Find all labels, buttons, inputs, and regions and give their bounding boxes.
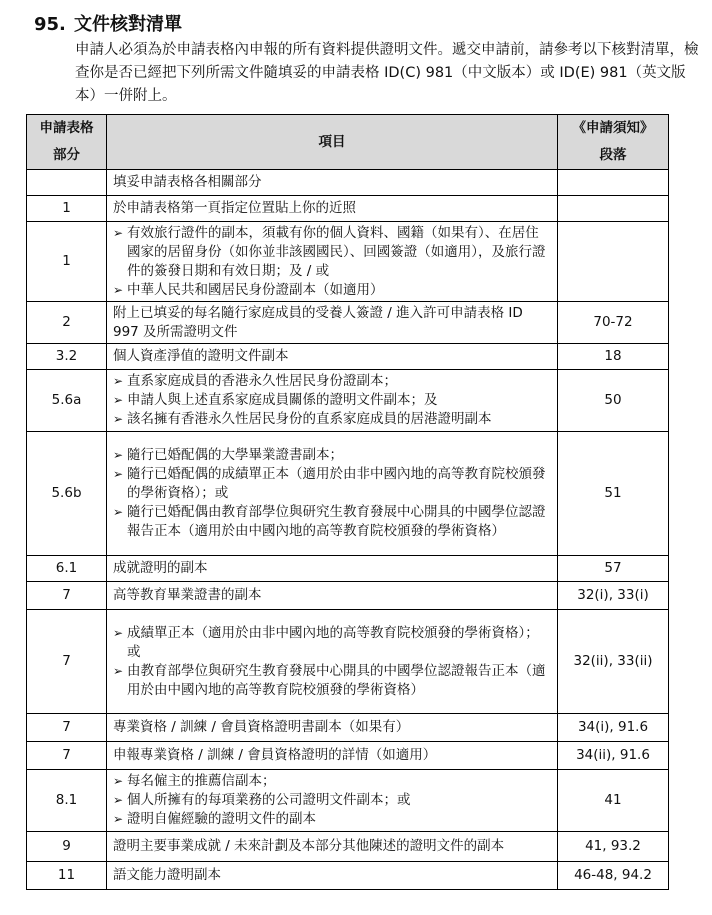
table-row	[27, 196, 669, 222]
row-section-cell: 7	[27, 742, 107, 770]
table-row	[27, 432, 669, 556]
row-item-cell	[107, 222, 558, 302]
row-para-cell	[558, 222, 669, 302]
row-item-cell	[107, 862, 558, 890]
bullet-item-text: 由教育部學位與研究生教育發展中心開具的中國學位認證報告正本（適用於由中國內地的高等教育院校頒發的學術資格）	[127, 662, 546, 698]
header-section-line2: 部分	[53, 147, 80, 163]
arrow-bullet-icon: ➢	[113, 374, 124, 388]
table-row	[27, 610, 669, 714]
item-text: 填妥申請表格各相關部分	[113, 174, 262, 190]
item-text: 於申請表格第一頁指定位置貼上你的近照	[113, 200, 356, 216]
row-item-cell	[107, 556, 558, 582]
section-number: 95.	[34, 14, 66, 35]
row-para-cell	[558, 170, 669, 196]
bullet-item	[113, 224, 551, 281]
arrow-bullet-icon: ➢	[113, 625, 124, 640]
item-text: 附上已填妥的每名隨行家庭成員的受養人簽證 / 進入許可申請表格 ID 997 及所需證明文件	[113, 304, 523, 340]
row-item-cell	[107, 714, 558, 742]
row-para-cell: 32(i), 33(i)	[558, 582, 669, 610]
bullet-item-text: 隨行已婚配偶的大學畢業證書副本；	[127, 447, 343, 463]
row-para-cell	[558, 196, 669, 222]
bullet-item-text: 證明自僱經驗的證明文件的副本	[127, 811, 316, 827]
bullet-item	[113, 772, 551, 791]
row-section-cell: 5.6a	[27, 370, 107, 432]
item-text: 專業資格 / 訓練 / 會員資格證明書副本（如果有）	[113, 719, 410, 735]
arrow-bullet-icon: ➢	[113, 812, 124, 826]
row-section-cell: 6.1	[27, 556, 107, 582]
bullet-item-text: 成績單正本（適用於由非中國內地的高等教育院校頒發的學術資格）；或	[127, 624, 539, 660]
header-para-line1: 《申請須知》	[572, 120, 654, 136]
table-row	[27, 714, 669, 742]
bullet-item	[113, 372, 551, 391]
bullet-item-text: 中華人民共和國居民身份證副本（如適用）	[127, 281, 384, 298]
row-para-cell: 41	[558, 770, 669, 832]
row-section-cell: 7	[27, 610, 107, 714]
row-item-cell	[107, 344, 558, 370]
item-text: 個人資產淨值的證明文件副本	[113, 348, 289, 364]
row-para-cell: 70-72	[558, 302, 669, 344]
row-item-cell	[107, 582, 558, 610]
table-row	[27, 770, 669, 832]
row-section-cell: 7	[27, 582, 107, 610]
document-checklist-table	[26, 114, 669, 890]
item-text: 申報專業資格 / 訓練 / 會員資格證明的詳情（如適用）	[113, 747, 437, 763]
row-section-cell: 9	[27, 832, 107, 862]
table-row	[27, 582, 669, 610]
arrow-bullet-icon: ➢	[113, 282, 124, 297]
bullet-item-text: 個人所擁有的每項業務的公司證明文件副本；或	[127, 792, 411, 808]
table-row	[27, 370, 669, 432]
row-item-cell	[107, 302, 558, 344]
bullet-item	[113, 662, 551, 700]
row-item-cell	[107, 832, 558, 862]
bullet-item	[113, 791, 551, 810]
row-para-cell: 50	[558, 370, 669, 432]
header-para-line2: 段落	[599, 147, 627, 163]
intro-paragraph: 申請人必須為於申請表格內申報的所有資料提供證明文件。遞交申請前，請參考以下核對清單，檢查你是否已經把下列所需文件隨填妥的申請表格 ID(C) 981（中文版本）或 ID(E) 981（英文版本）一併附上。	[75, 42, 699, 104]
bullet-item-text: 該名擁有香港永久性居民身份的直系家庭成員的居港證明副本	[127, 411, 492, 427]
bullet-item	[113, 391, 551, 410]
arrow-bullet-icon: ➢	[113, 225, 124, 240]
row-item-cell	[107, 370, 558, 432]
arrow-bullet-icon: ➢	[113, 393, 124, 407]
row-para-cell: 41, 93.2	[558, 832, 669, 862]
row-section-cell	[27, 170, 107, 196]
item-text: 語文能力證明副本	[113, 867, 221, 883]
arrow-bullet-icon: ➢	[113, 505, 124, 519]
bullet-item-text: 每名僱主的推薦信副本；	[127, 773, 276, 789]
item-text: 成就證明的副本	[113, 560, 208, 576]
table-row	[27, 832, 669, 862]
header-para	[558, 115, 669, 170]
row-item-cell	[107, 770, 558, 832]
bullet-item-text: 隨行已婚配偶由教育部學位與研究生教育發展中心開具的中國學位認證報告正本（適用於由中國內地的高等教育院校頒發的學術資格）	[127, 504, 546, 539]
row-section-cell: 8.1	[27, 770, 107, 832]
header-section-line1: 申請表格	[39, 120, 94, 136]
row-item-cell	[107, 610, 558, 714]
row-section-cell: 1	[27, 222, 107, 302]
arrow-bullet-icon: ➢	[113, 663, 124, 678]
row-item-cell	[107, 170, 558, 196]
row-para-cell: 46-48, 94.2	[558, 862, 669, 890]
bullet-item	[113, 624, 551, 662]
row-section-cell: 3.2	[27, 344, 107, 370]
bullet-item	[113, 465, 551, 503]
table-row	[27, 170, 669, 196]
bullet-item-text: 申請人與上述直系家庭成員關係的證明文件副本；及	[127, 392, 438, 408]
item-text: 證明主要事業成就 / 未來計劃及本部分其他陳述的證明文件的副本	[113, 838, 505, 854]
bullet-item	[113, 446, 551, 465]
arrow-bullet-icon: ➢	[113, 448, 124, 462]
bullet-item	[113, 410, 551, 429]
row-para-cell: 18	[558, 344, 669, 370]
bullet-item	[113, 503, 551, 541]
row-section-cell: 2	[27, 302, 107, 344]
row-para-cell: 57	[558, 556, 669, 582]
row-item-cell	[107, 742, 558, 770]
arrow-bullet-icon: ➢	[113, 774, 124, 788]
header-item: 項目	[107, 115, 558, 170]
table-row	[27, 742, 669, 770]
arrow-bullet-icon: ➢	[113, 467, 124, 481]
table-row	[27, 862, 669, 890]
section-heading	[34, 10, 182, 36]
table-row	[27, 344, 669, 370]
row-section-cell: 5.6b	[27, 432, 107, 556]
row-section-cell: 1	[27, 196, 107, 222]
row-item-cell	[107, 196, 558, 222]
table-row	[27, 222, 669, 302]
bullet-item-text: 直系家庭成員的香港永久性居民身份證副本；	[127, 373, 397, 389]
section-title: 文件核對清單	[74, 14, 182, 35]
arrow-bullet-icon: ➢	[113, 793, 124, 807]
row-para-cell: 34(ii), 91.6	[558, 742, 669, 770]
row-item-cell	[107, 432, 558, 556]
table-header-row	[27, 115, 669, 170]
bullet-item	[113, 281, 551, 300]
bullet-item	[113, 810, 551, 829]
bullet-item-text: 有效旅行證件的副本，須載有你的個人資料、國籍（如果有）、在居住國家的居留身份（如你並非該國國民）、回國簽證（如適用），及旅行證件的簽發日期和有效日期；及 / 或	[127, 224, 546, 279]
row-para-cell: 34(i), 91.6	[558, 714, 669, 742]
row-para-cell: 51	[558, 432, 669, 556]
row-section-cell: 7	[27, 714, 107, 742]
table-row	[27, 302, 669, 344]
header-section	[27, 115, 107, 170]
bullet-item-text: 隨行已婚配偶的成績單正本（適用於由非中國內地的高等教育院校頒發的學術資格）；或	[127, 466, 546, 501]
row-para-cell: 32(ii), 33(ii)	[558, 610, 669, 714]
item-text: 高等教育畢業證書的副本	[113, 587, 262, 603]
row-section-cell: 11	[27, 862, 107, 890]
arrow-bullet-icon: ➢	[113, 412, 124, 426]
table-row	[27, 556, 669, 582]
